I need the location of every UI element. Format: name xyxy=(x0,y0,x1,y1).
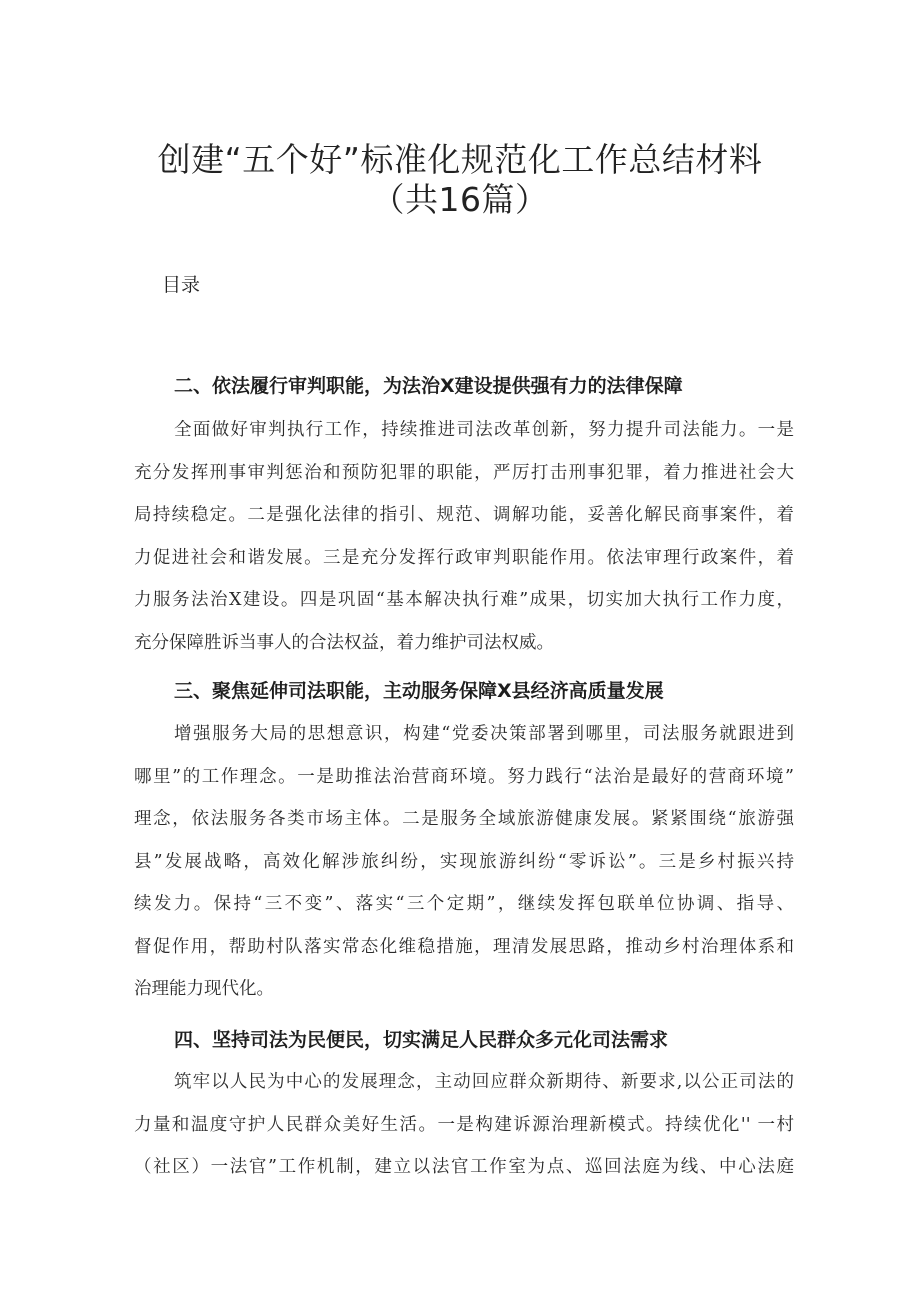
body-line: 力服务法治X建设。四是巩固“基本解决执行难”成果，切实加大执行工作力度， xyxy=(134,590,794,610)
body-line: 增强服务大局的思想意识，构建“党委决策部署到哪里，司法服务就跟进到 xyxy=(174,724,794,744)
body-line: 理念，依法服务各类市场主体。二是服务全域旅游健康发展。紧紧围绕“旅游强 xyxy=(134,809,794,829)
section-body-2 xyxy=(134,414,794,669)
section-heading-3: 三、聚焦延伸司法职能，主动服务保障X县经济高质量发展 xyxy=(174,680,664,702)
section-heading-2: 二、依法履行审判职能，为法治X建设提供强有力的法律保障 xyxy=(174,375,683,397)
body-line: 全面做好审判执行工作，持续推进司法改革创新，努力提升司法能力。一是 xyxy=(174,420,794,440)
section-body-4 xyxy=(134,1066,794,1194)
body-line: 治理能力现代化。 xyxy=(134,979,274,999)
body-line: 充分保障胜诉当事人的合法权益，着力维护司法权威。 xyxy=(134,632,554,653)
body-line: 哪里”的工作理念。一是助推法治营商环境。努力践行“法治是最好的营商环境” xyxy=(134,766,794,787)
body-line: 续发力。保持“三不变”、落实“三个定期”，继续发挥包联单位协调、指导、 xyxy=(134,894,794,914)
section-heading-4: 四、坚持司法为民便民，切实满足人民群众多元化司法需求 xyxy=(174,1029,669,1051)
document-title-subtitle: （共16篇） xyxy=(371,180,549,219)
body-line: 筑牢以人民为中心的发展理念，主动回应群众新期待、新要求,以公正司法的 xyxy=(174,1072,794,1092)
body-line: 督促作用，帮助村队落实常态化维稳措施，理清发展思路，推动乡村治理体系和 xyxy=(134,936,794,957)
body-line: 充分发挥刑事审判惩治和预防犯罪的职能，严厉打击刑事犯罪，着力推进社会大 xyxy=(134,462,794,483)
body-line: 力促进社会和谐发展。三是充分发挥行政审判职能作用。依法审理行政案件，着 xyxy=(134,547,794,568)
body-line: 局持续稳定。二是强化法律的指引、规范、调解功能，妥善化解民商事案件，着 xyxy=(134,505,794,525)
body-line: （社区）一法官”工作机制，建立以法官工作室为点、巡回法庭为线、中心法庭 xyxy=(134,1157,794,1177)
toc-label: 目录 xyxy=(162,274,201,296)
body-line: 力量和温度守护人民群众美好生活。一是构建诉源治理新模式。持续优化'' 一村 xyxy=(134,1114,794,1135)
body-line: 县”发展战略，高效化解涉旅纠纷，实现旅游纠纷“零诉讼”。三是乡村振兴持 xyxy=(134,851,794,872)
section-body-3 xyxy=(134,718,794,1016)
document-title: 创建“五个好”标准化规范化工作总结材料 xyxy=(157,140,763,179)
